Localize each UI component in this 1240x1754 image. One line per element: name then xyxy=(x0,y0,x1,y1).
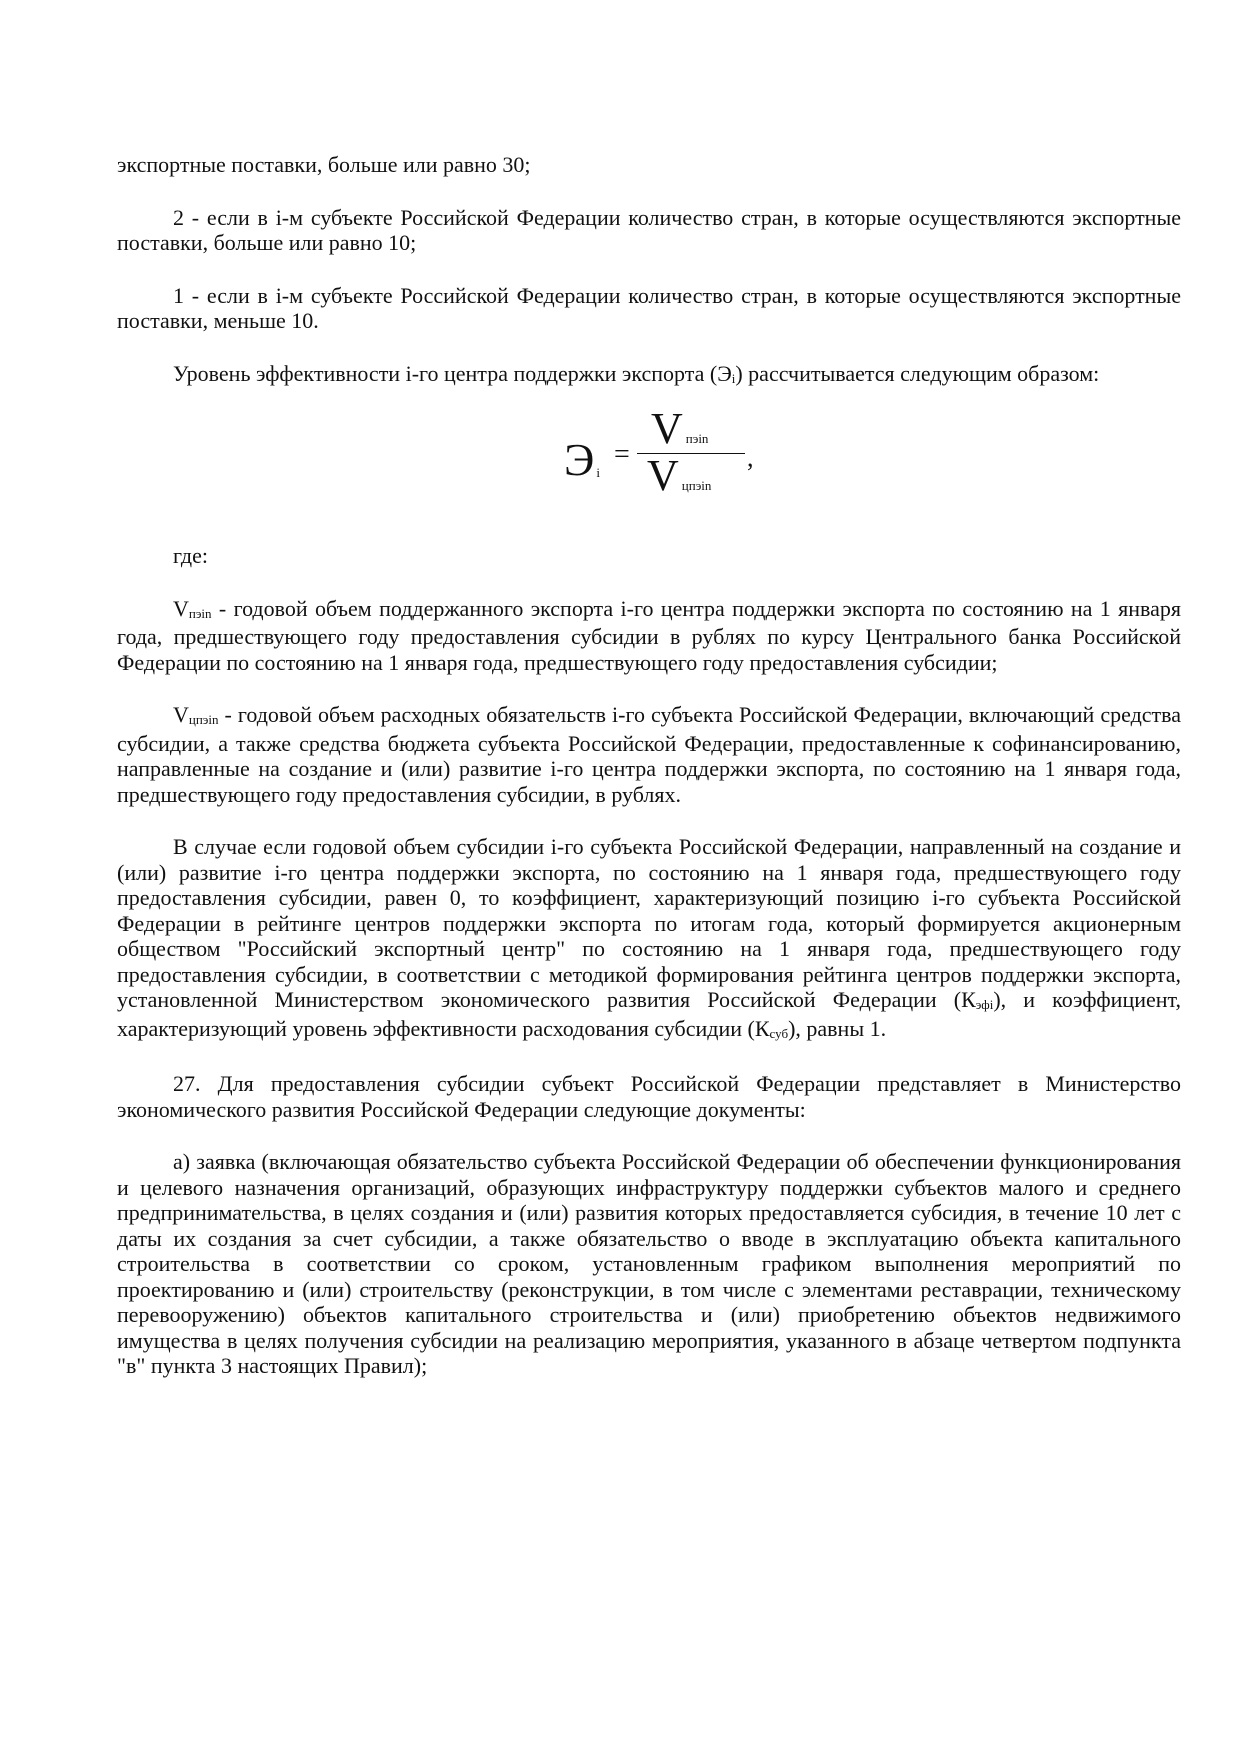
denominator-subscript: цпэin xyxy=(681,478,712,493)
definition-text: - годовой объем поддержанного экспорта i-го центра поддержки экспорта по состоянию на 1 января года, предшествующего году предоставления субсидии в рублях по курсу Центрального банка Российской Федерации по состоянию на 1 января года, предшествующего году предоставления субсидии; xyxy=(117,595,1181,675)
paragraph-where: где: xyxy=(173,543,208,568)
subscript: i xyxy=(731,370,736,386)
paragraph-definition-v-pei xyxy=(117,596,1181,676)
formula-lhs-symbol: Э xyxy=(564,434,595,485)
variable-subscript: цпэin xyxy=(188,712,219,727)
paragraph-definition-v-cpei xyxy=(117,702,1181,807)
formula-numerator xyxy=(637,404,745,453)
paragraph-continuation: экспортные поставки, больше или равно 30; xyxy=(117,152,531,177)
variable-symbol: V xyxy=(173,595,189,621)
numerator-symbol: V xyxy=(651,404,683,453)
text-segment: Уровень эффективности i-го центра поддержки экспорта (Э xyxy=(173,360,732,386)
document-page xyxy=(117,152,1181,1406)
paragraph-item-a: а) заявка (включающая обязательство субъекта Российской Федерации об обеспечении функционирования и целевого назначения организаций, образующих инфраструктуру поддержки субъектов малого и среднего предпринимательства, в целях создания и (или) развития которых предоставляется субсидия, в течение 10 лет с даты их создания за счет субсидии, а также обязательство о вводе в эксплуатацию объекта капитального строительства в соответствии со сроком, установленным графиком выполнения мероприятий по проектированию и (или) строительству (реконструкции, в том числе с элементами реставрации, техническому перевооружению) объектов капитального строительства и (или) приобретению объектов недвижимого имущества в целях получения субсидии на реализацию мероприятия, указанного в абзаце четвертом подпункта "в" пункта 3 настоящих Правил); xyxy=(117,1149,1181,1378)
formula-comma: , xyxy=(747,443,754,472)
formula-fraction xyxy=(637,404,745,500)
denominator-symbol: V xyxy=(647,451,679,500)
definition-text: - годовой объем расходных обязательств i-го субъекта Российской Федерации, включающий средства субсидии, а также средства бюджета субъекта Российской Федерации, предоставленные к софинансированию, направленные на создание и (или) развитие i-го центра поддержки экспорта, по состоянию на 1 января года, предшествующего году предоставления субсидии, в рублях. xyxy=(117,702,1181,807)
formula-equals: = xyxy=(614,439,630,470)
variable-symbol: V xyxy=(173,702,189,727)
paragraph-zero-subsidy-case xyxy=(117,834,1181,1044)
formula-lhs-subscript: i xyxy=(596,465,600,480)
paragraph-criterion-1: 1 - если в i-м субъекте Российской Федерации количество стран, в которые осуществляются экспортные поставки, меньше 10. xyxy=(117,282,1181,333)
subscript: эфi xyxy=(975,997,994,1012)
text-segment: ), и коэффициент, характеризующий уровень эффективности расходования субсидии (К xyxy=(117,987,1181,1041)
subscript: суб xyxy=(769,1025,789,1041)
text-segment: В случае если годовой объем субсидии i-го субъекта Российской Федерации, направленный на создание и (или) развитие i-го центра поддержки экспорта, по состоянию на 1 января года, предшествующего году предоставления субсидии, равен 0, то коэффициент, характеризующий позицию i-го субъекта Российской Федерации в рейтинге центров поддержки экспорта по итогам года, который формируется акционерным обществом "Российский экспортный центр" по состоянию на 1 января года, предшествующего году предоставления субсидии, в соответствии с методикой формирования рейтинга центров поддержки экспорта, установленной Министерством экономического развития Российской Федерации (К xyxy=(117,834,1181,1012)
paragraph-section-27: 27. Для предоставления субсидии субъект Российской Федерации представляет в Министерство экономического развития Российской Федерации следующие документы: xyxy=(117,1071,1181,1122)
paragraph-efficiency-intro xyxy=(117,361,1181,390)
text-segment: ) рассчитывается следующим образом: xyxy=(735,360,1100,386)
text-segment: ), равны 1. xyxy=(788,1015,887,1041)
numerator-subscript: пэin xyxy=(685,431,709,446)
paragraph-criterion-2: 2 - если в i-м субъекте Российской Федерации количество стран, в которые осуществляются экспортные поставки, больше или равно 10; xyxy=(117,204,1181,255)
formula-lhs xyxy=(564,434,600,494)
variable-subscript: пэin xyxy=(188,605,212,621)
formula-denominator xyxy=(637,451,745,500)
efficiency-formula xyxy=(117,404,1181,505)
